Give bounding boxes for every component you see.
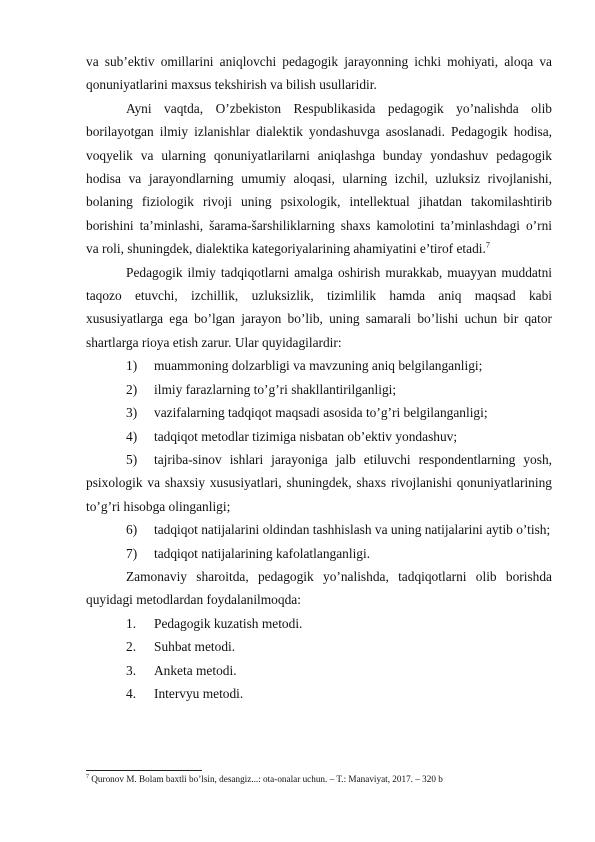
document-page: [86, 50, 552, 705]
methods-list: [86, 612, 552, 706]
list-item: 1. Pedagogik kuzatish metodi.: [126, 615, 303, 631]
paragraph-intro: va sub’ektiv omillarini aniqlovchi pedagogik jarayonning ichki mohiyati, aloqa va qonuniyatlarini maxsus tekshirish va bilish usullaridir.: [86, 54, 552, 93]
paragraph-dialectic: Ayni vaqtda, O’zbekiston Respublikasida pedagogik yo’nalishda olib borilayotgan ilmiy izlanishlar dialektik yondashuvga asoslanadi. Pedagogik hodisa, voqyelik va ularning qonuniyatlarilarni aniqlashga bunday yondashuv pedagogik hodisa va jarayondlarning umumiy aloqasi, ularning izchil, uzluksiz rivojlanishi, bolaning fiziologik rivoji uning psixologik, intellektual jihatdan takomilashtirib borishini ta’minlashi, šarama-šarshiliklarning shaxs kamolotini ta’minlashdagi o’rni va roli, shuningdek, dialektika kategoriyalarining ahamiyatini e’tirof etadi.$^7$: [86, 100, 552, 257]
list-item: 1) muammoning dolzarbligi va mavzuning aniq belgilanganligi;: [126, 358, 483, 374]
footnote-ref: 7: [485, 240, 490, 250]
list-item: 2. Suhbat metodi.: [126, 639, 236, 655]
list-item: 5) tajriba-sinov ishlari jarayoniga jalb etiluvchi respondentlarning yosh, psixologik va shaxsiy xususiyatlari, shuningdek, shaxs rivojlanishi qonuniyatlarining to’g’ri hisobga olinganligi;: [86, 451, 552, 514]
list-item: 7) tadqiqot natijalarining kafolatlanganligi.: [126, 545, 371, 561]
list-item: 4) tadqiqot metodlar tizimiga nisbatan ob’ektiv yondashuv;: [126, 428, 458, 444]
footnote-mark: 7: [86, 773, 89, 780]
list-item: 3) vazifalarning tadqiqot maqsadi asosida to’g’ri belgilanganligi;: [126, 405, 488, 421]
paragraph-conditions-intro: Pedagogik ilmiy tadqiqotlarni amalga oshirish murakkab, muayyan muddatni taqozo etuvchi, izchillik, uzluksizlik, tizimlilik hamda aniq maqsad kabi xususiyatlarga ega bo’lgan jarayon bo’lib, uning samarali bo’lishi uchun bir qator shartlarga rioya etish zarur. Ular quyidagilardir:: [86, 264, 552, 350]
footnote-divider: [86, 770, 202, 771]
list-item: 3. Anketa metodi.: [126, 662, 237, 678]
list-item: 2) ilmiy farazlarning to’g’ri shakllantirilganligi;: [126, 381, 397, 397]
footnote-text: Quronov M. Bolam baxtli bo’lsin, desangiz...: ota-onalar uchun. – T.: Manaviyat, 2017. – 320 b: [89, 774, 443, 784]
conditions-list: [86, 354, 552, 565]
footnote: [86, 773, 552, 785]
paragraph-methods-intro: Zamonaviy sharoitda, pedagogik yo’nalishda, tadqiqotlarni olib borishda quyidagi metodlardan foydalanilmoqda:: [86, 568, 552, 608]
list-item: 6) tadqiqot natijalarini oldindan tashhislash va uning natijalarini aytib o’tish;: [126, 522, 551, 538]
list-item: 4. Intervyu metodi.: [126, 685, 244, 701]
